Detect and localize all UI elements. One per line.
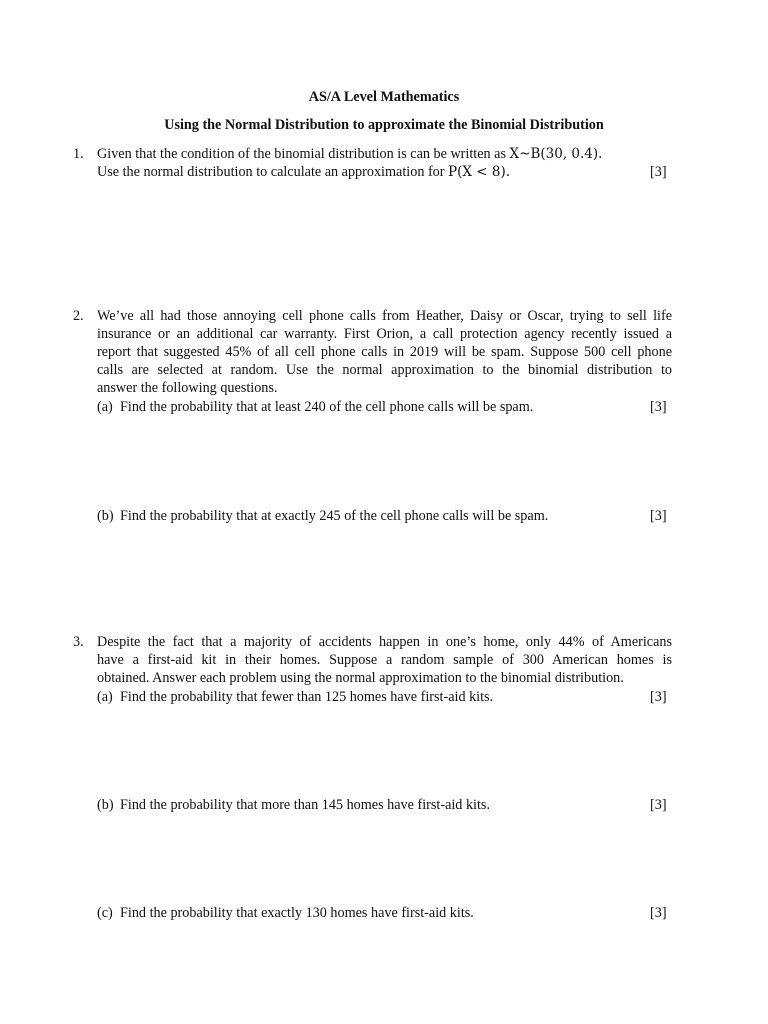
- page-title: AS/A Level Mathematics: [308, 89, 460, 105]
- question-3-number: 3.: [73, 634, 84, 650]
- question-2-line-2: insurance or an additional car warranty. First Orion, a call protection agency recently issued a: [97, 326, 672, 342]
- question-3-part-a-text: Find the probability that fewer than 125 homes have first-aid kits.: [120, 689, 494, 705]
- question-2-line-4: calls are selected at random. Use the normal approximation to the binomial distribution to: [97, 362, 672, 378]
- question-3-part-b-label: (b): [97, 797, 114, 813]
- question-2-part-a: [97, 398, 672, 417]
- page-subtitle: Using the Normal Distribution to approximate the Binomial Distribution: [164, 117, 604, 133]
- question-3-part-c-label: (c): [97, 905, 113, 921]
- question-1-line-1-text: Given that the condition of the binomial distribution is can be written as: [97, 146, 506, 162]
- question-1-line-2-text: Use the normal distribution to calculate an approximation for: [97, 164, 445, 180]
- question-1-line-1: [97, 145, 672, 164]
- question-1-line-2: [97, 163, 672, 182]
- question-1-probability-formula: P(X < 8).: [448, 164, 511, 180]
- question-3-part-c: [97, 904, 672, 923]
- question-3-line-2: have a first-aid kit in their homes. Suppose a random sample of 300 American homes is: [97, 652, 672, 668]
- question-3-part-a-label: (a): [97, 689, 113, 705]
- question-2-line-1: We’ve all had those annoying cell phone calls from Heather, Daisy or Oscar, trying to sell life: [97, 308, 672, 324]
- question-2-part-b-label: (b): [97, 508, 114, 524]
- question-3-part-c-marks: [3]: [650, 905, 667, 921]
- question-3-line-3: obtained. Answer each problem using the normal approximation to the binomial distribution.: [97, 670, 624, 686]
- question-3-part-b: [97, 796, 672, 815]
- question-3-part-b-marks: [3]: [650, 797, 667, 813]
- question-3-part-c-text: Find the probability that exactly 130 homes have first-aid kits.: [120, 905, 474, 921]
- question-1-number: 1.: [73, 146, 84, 162]
- question-1-distribution-formula: X~B(30, 0.4).: [509, 146, 603, 162]
- question-2-part-a-marks: [3]: [650, 399, 667, 415]
- question-3-part-a-marks: [3]: [650, 689, 667, 705]
- question-2-line-3: report that suggested 45% of all cell phone calls in 2019 will be spam. Suppose 500 cell phone: [97, 344, 672, 360]
- question-3-part-a: [97, 688, 672, 707]
- question-2-number: 2.: [73, 308, 84, 324]
- question-2-part-a-text: Find the probability that at least 240 of the cell phone calls will be spam.: [120, 399, 534, 415]
- question-2-part-b-marks: [3]: [650, 508, 667, 524]
- question-3-part-b-text: Find the probability that more than 145 homes have first-aid kits.: [120, 797, 490, 813]
- question-2-part-b: [97, 507, 672, 526]
- question-2-line-5: answer the following questions.: [97, 380, 278, 396]
- question-2-part-a-label: (a): [97, 399, 113, 415]
- question-2-part-b-text: Find the probability that at exactly 245 of the cell phone calls will be spam.: [120, 508, 549, 524]
- question-3-line-1: Despite the fact that a majority of accidents happen in one’s home, only 44% of Americans: [97, 634, 672, 650]
- question-1-marks: [3]: [650, 164, 667, 180]
